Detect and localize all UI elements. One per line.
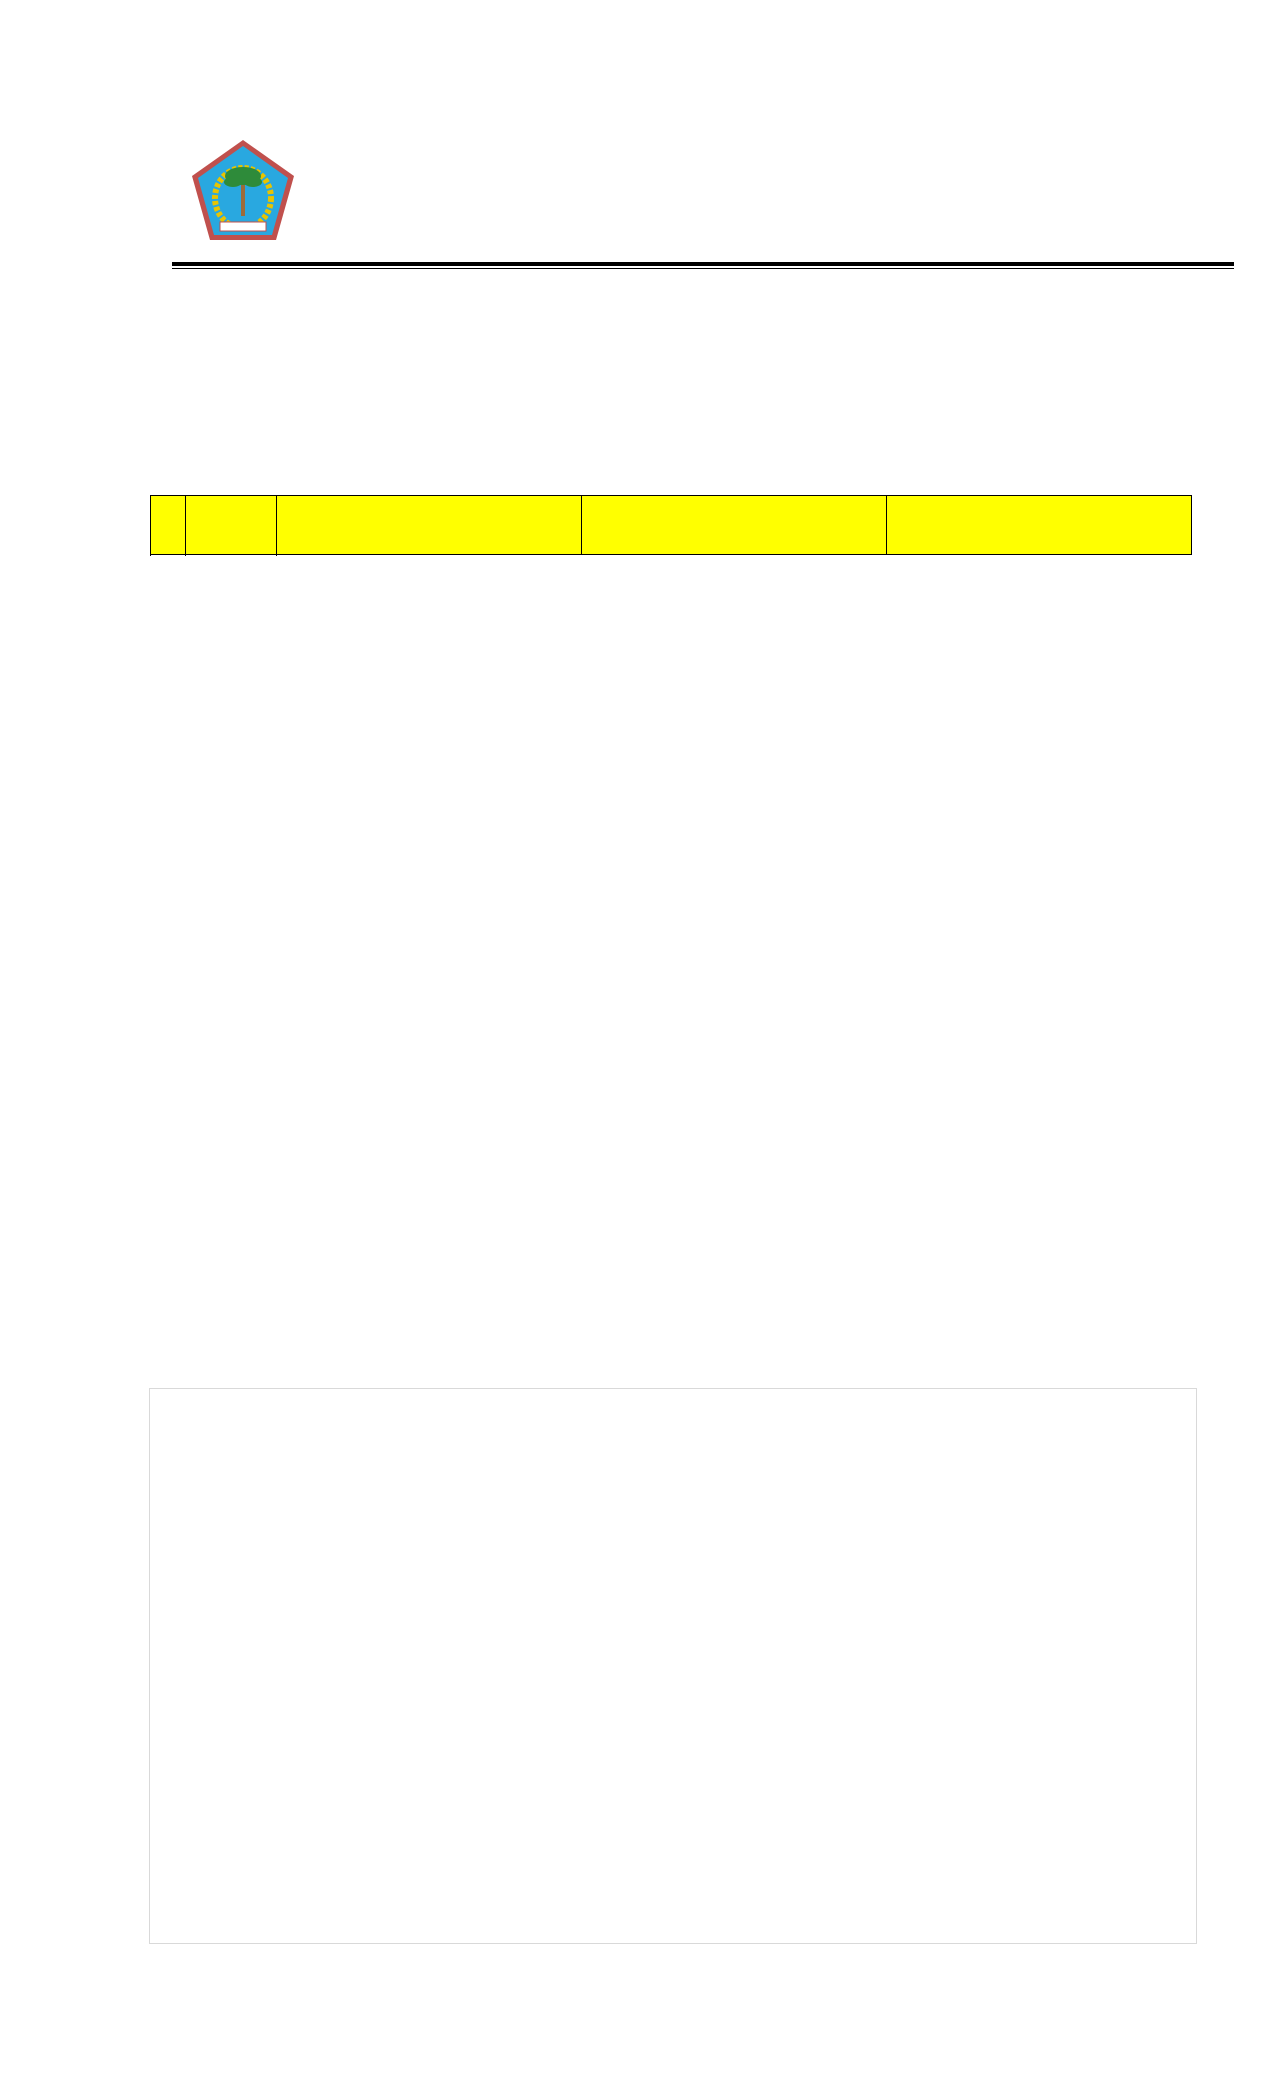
col-no <box>151 496 186 555</box>
col-region <box>186 496 277 555</box>
vaccination-table <box>150 495 1192 555</box>
group-sasaran <box>277 496 582 555</box>
vaccination-chart <box>149 1388 1197 1944</box>
header-rule-thin <box>172 268 1234 269</box>
group-hari-ini <box>582 496 887 555</box>
province-logo <box>188 136 298 246</box>
group-kumulatif <box>887 496 1192 555</box>
header-rule-thick <box>172 262 1234 266</box>
